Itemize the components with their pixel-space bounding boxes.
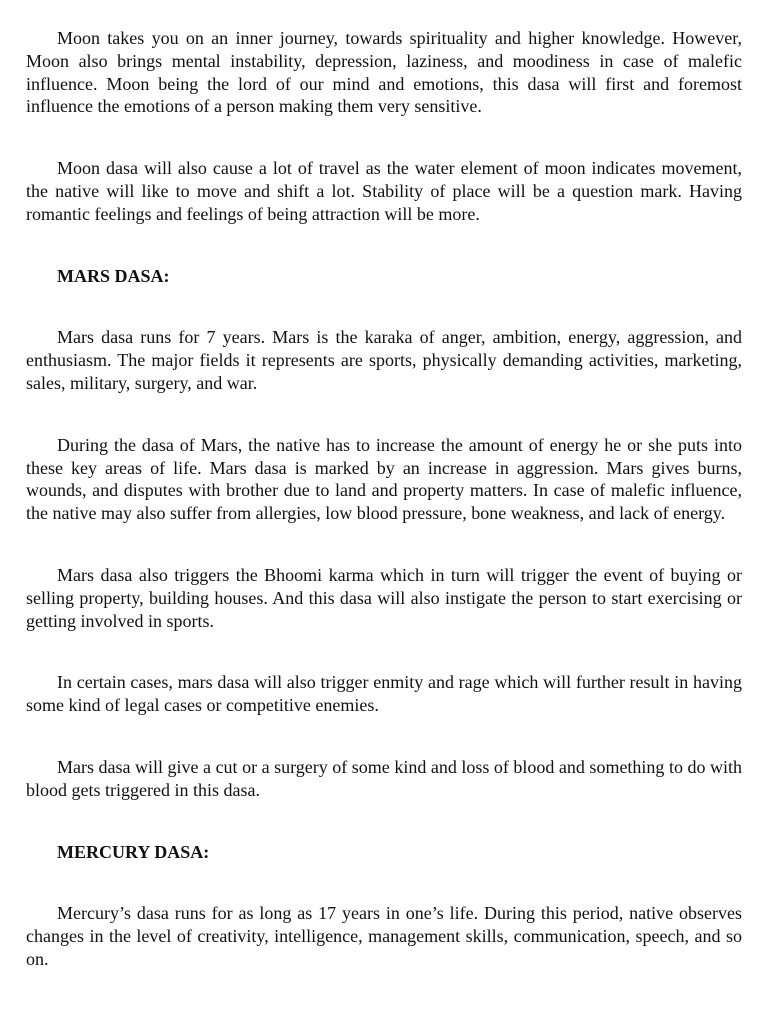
document-page xyxy=(26,27,742,1010)
paragraph-mars-duration: Mars dasa runs for 7 years. Mars is the karaka of anger, ambition, energy, aggression, and enthusiasm. The major fields it represents are sports, physically demanding activities, marketing, sales, military, surgery, and war. xyxy=(26,327,742,393)
paragraph-moon-inner-journey: Moon takes you on an inner journey, towards spirituality and higher knowledge. However, Moon also brings mental instability, depression, laziness, and moodiness in case of malefic influence. Moon being the lord of our mind and emotions, this dasa will first and foremost influence the emotions of a person making them very sensitive. xyxy=(26,28,742,117)
heading-mercury-dasa: MERCURY DASA: xyxy=(57,841,210,862)
paragraph-mercury-duration: Mercury’s dasa runs for as long as 17 years in one’s life. During this period, native observes changes in the level of creativity, intelligence, management skills, communication, speech, and so on. xyxy=(26,903,742,969)
paragraph-mars-surgery: Mars dasa will give a cut or a surgery of some kind and loss of blood and something to do with blood gets triggered in this dasa. xyxy=(26,756,742,800)
paragraph-moon-travel: Moon dasa will also cause a lot of travel as the water element of moon indicates movement, the native will like to move and shift a lot. Stability of place will be a question mark. Having romantic feelings and feelings of being attraction will be more. xyxy=(26,158,742,224)
paragraph-mars-enmity: In certain cases, mars dasa will also trigger enmity and rage which will further result in having some kind of legal cases or competitive enemies. xyxy=(26,672,742,716)
paragraph-mars-bhoomi-karma: Mars dasa also triggers the Bhoomi karma which in turn will trigger the event of buying or selling property, building houses. And this dasa will also instigate the person to start exercising or getting involved in sports. xyxy=(26,564,742,631)
paragraph-mars-energy: During the dasa of Mars, the native has to increase the amount of energy he or she puts into these key areas of life. Mars dasa is marked by an increase in aggression. Mars gives burns, wounds, and disputes with brother due to land and property matters. In case of malefic influence, the native may also suffer from allergies, low blood pressure, bone weakness, and lack of energy. xyxy=(26,434,742,524)
heading-mars-dasa: MARS DASA: xyxy=(57,265,170,286)
